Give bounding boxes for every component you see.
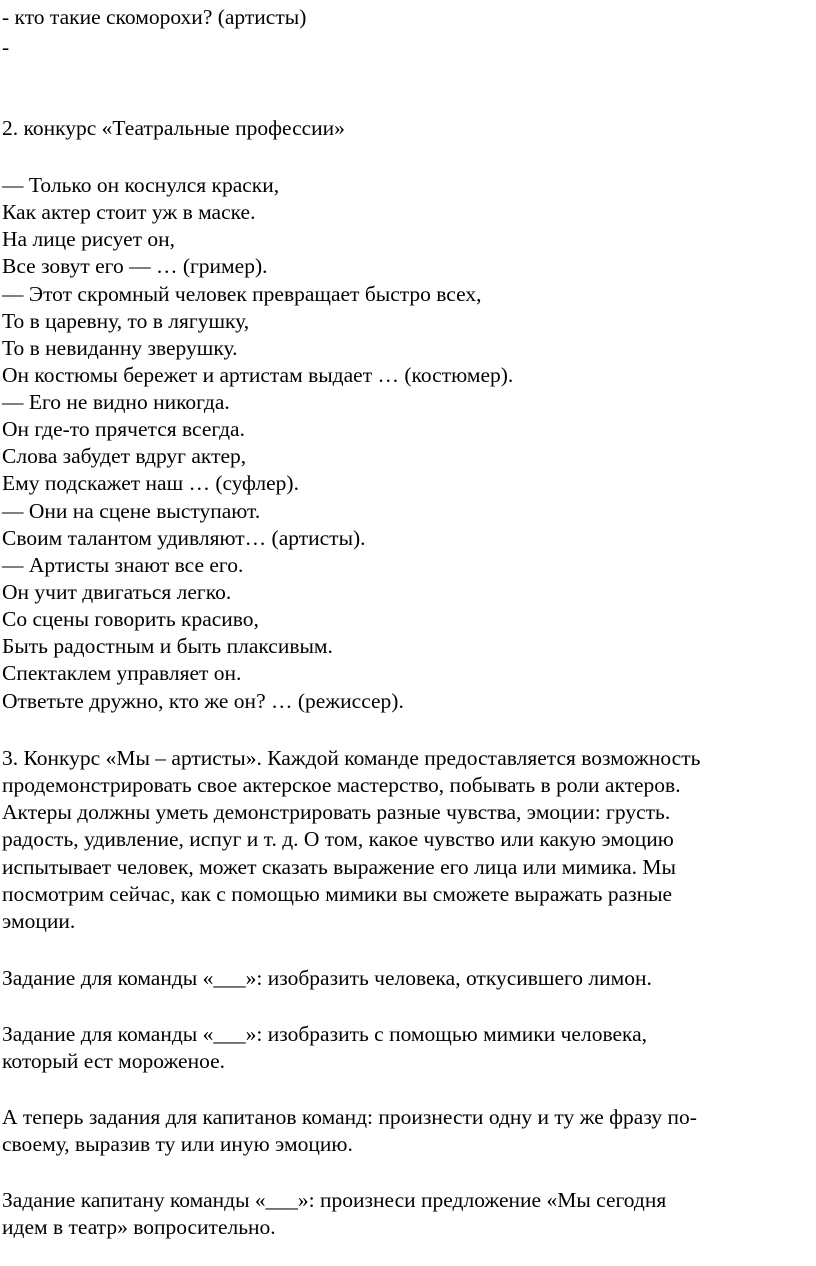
poem-line: — Его не видно никогда. [2, 390, 230, 414]
paragraph-line: посмотрим сейчас, как с помощью мимики вы сможете выражать разные [2, 882, 673, 906]
paragraph-line: 3. Конкурс «Мы – артисты». Каждой команде предоставляется возможность [2, 746, 701, 770]
task-line: Задание капитану команды «___»: произнеси предложение «Мы сегодня [2, 1188, 667, 1212]
poem-line: Спектаклем управляет он. [2, 661, 242, 685]
poem-line: То в невиданну зверушку. [2, 336, 238, 360]
paragraph-line: Актеры должны уметь демонстрировать разные чувства, эмоции: грусть. [2, 800, 671, 824]
task-line: своему, выразив ту или иную эмоцию. [2, 1132, 353, 1156]
poem-line: Он учит двигаться легко. [2, 580, 232, 604]
poem-line: Ответьте дружно, кто же он? … (режиссер). [2, 689, 404, 713]
poem-line: Своим талантом удивляют… (артисты). [2, 526, 366, 550]
poem-line: Он костюмы бережет и артистам выдает … (костюмер). [2, 363, 514, 387]
poem-line: — Этот скромный человек превращает быстро всех, [2, 282, 482, 306]
poem-line: — Только он коснулся краски, [2, 173, 280, 197]
paragraph-line: эмоции. [2, 909, 76, 933]
poem-line: — Они на сцене выступают. [2, 499, 261, 523]
poem-line: — Артисты знают все его. [2, 553, 244, 577]
poem-line: Как актер стоит уж в маске. [2, 200, 256, 224]
text-line: - [2, 35, 10, 59]
task-line: А теперь задания для капитанов команд: произнести одну и ту же фразу по- [2, 1105, 697, 1129]
poem-line: Слова забудет вдруг актер, [2, 444, 247, 468]
paragraph-line: продемонстрировать свое актерское мастерство, побывать в роли актеров. [2, 773, 681, 797]
poem-line: Со сцены говорить красиво, [2, 607, 259, 631]
task-line: идем в театр» вопросительно. [2, 1215, 276, 1239]
poem-line: Ему подскажет наш … (суфлер). [2, 471, 299, 495]
section-heading: 2. конкурс «Театральные профессии» [2, 116, 345, 140]
text-line: - кто такие скоморохи? (артисты) [2, 5, 307, 29]
poem-line: То в царевну, то в лягушку, [2, 309, 250, 333]
task-line: Задание для команды «___»: изобразить человека, откусившего лимон. [2, 966, 652, 990]
poem-line: Он где-то прячется всегда. [2, 417, 245, 441]
paragraph-line: испытывает человек, может сказать выражение его лица или мимика. Мы [2, 855, 676, 879]
task-line: который ест мороженое. [2, 1049, 226, 1073]
poem-line: Быть радостным и быть плаксивым. [2, 634, 333, 658]
poem-line: На лице рисует он, [2, 227, 176, 251]
task-line: Задание для команды «___»: изобразить с помощью мимики человека, [2, 1022, 648, 1046]
paragraph-line: радость, удивление, испуг и т. д. О том, какое чувство или какую эмоцию [2, 827, 674, 851]
poem-line: Все зовут его — … (гример). [2, 254, 268, 278]
